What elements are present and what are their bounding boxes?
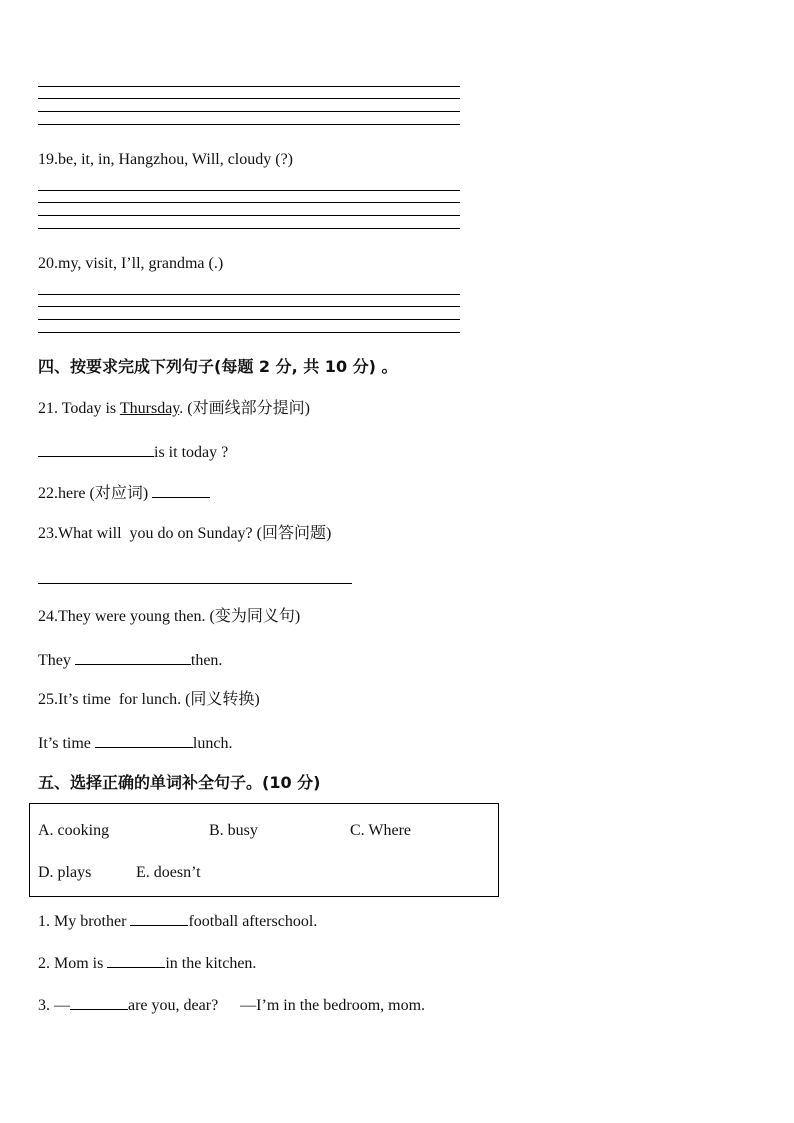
question-19 <box>38 150 293 170</box>
underlined-word: Thursday <box>119 400 180 417</box>
sentence-text: in the kitchen. <box>165 955 257 972</box>
answer-blank[interactable] <box>75 649 191 665</box>
answer-blank[interactable] <box>70 994 128 1010</box>
question-23 <box>38 524 331 544</box>
question-number: 21 <box>38 400 54 417</box>
sentence-text: are you, dear? <box>128 997 219 1014</box>
option-b: B. busy <box>209 822 258 839</box>
section-5-title: 五、选择正确的单词补全句子。(10 分) <box>38 773 321 792</box>
answer-blank[interactable] <box>130 910 188 926</box>
answer-prefix: They <box>38 652 75 669</box>
question-text: . Today is <box>54 400 120 417</box>
answer-blank[interactable] <box>95 732 193 748</box>
sentence-text: football afterschool. <box>188 913 318 930</box>
answer-suffix: lunch. <box>192 735 233 752</box>
question-25 <box>38 690 260 710</box>
word-bank-box <box>29 803 499 897</box>
question-number: 20. <box>38 255 58 272</box>
answer-prefix: It’s time <box>38 735 95 752</box>
sentence-text: 2. Mom is <box>38 955 108 972</box>
sentence-text: 3. — <box>38 997 70 1014</box>
answer-25 <box>38 732 232 754</box>
reply-text: —I’m in the bedroom, mom. <box>240 997 426 1014</box>
question-text: They were young then. (变为同义句) <box>58 608 301 625</box>
option-c: C. Where <box>350 822 412 839</box>
answer-blank[interactable] <box>107 952 165 968</box>
question-24 <box>38 607 300 627</box>
question-21 <box>38 399 310 419</box>
question-22 <box>38 482 210 504</box>
question-text: here (对应词) <box>58 485 149 502</box>
question-number: 23. <box>38 525 58 542</box>
question-text: my, visit, I’ll, grandma (.) <box>58 255 224 272</box>
answer-suffix: then. <box>190 652 223 669</box>
option-e: E. doesn’t <box>136 864 201 881</box>
question-instruction: . (对画线部分提问) <box>179 400 310 417</box>
question-number: 24. <box>38 608 58 625</box>
answer-blank[interactable] <box>152 482 210 498</box>
answer-21 <box>38 441 228 463</box>
question-text: It’s time for lunch. (同义转换) <box>58 691 260 708</box>
option-a: A. cooking <box>38 822 110 839</box>
answer-suffix: is it today ? <box>154 444 229 461</box>
sentence-2 <box>38 952 256 974</box>
question-number: 19. <box>38 151 58 168</box>
answer-24 <box>38 649 222 671</box>
sentence-text: 1. My brother <box>38 913 131 930</box>
option-d: D. plays <box>38 864 92 881</box>
question-text: What will you do on Sunday? (回答问题) <box>58 525 332 542</box>
question-number: 25. <box>38 691 58 708</box>
sentence-1 <box>38 910 317 932</box>
sentence-3 <box>38 994 425 1016</box>
question-text: be, it, in, Hangzhou, Will, cloudy (?) <box>58 151 294 168</box>
answer-blank[interactable] <box>38 441 154 457</box>
question-number: 22. <box>38 485 58 502</box>
question-20 <box>38 254 223 274</box>
section-4-title: 四、按要求完成下列句子(每题 2 分, 共 10 分) 。 <box>38 357 398 376</box>
